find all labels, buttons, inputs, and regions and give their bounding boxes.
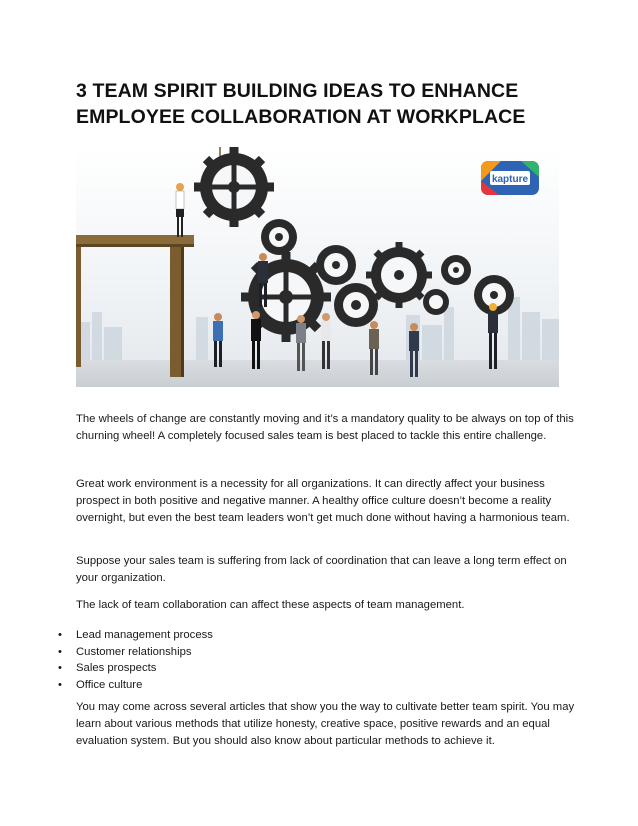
list-item	[58, 677, 213, 694]
list-item	[58, 660, 213, 677]
bullet-text: Office culture	[76, 678, 143, 691]
document-title	[76, 78, 576, 130]
bullet-text: Customer relationships	[76, 645, 192, 658]
paragraph-3: Suppose your sales team is suffering from lack of coordination that can leave a long term effect on your organization.	[76, 555, 567, 584]
paragraph-1: The wheels of change are constantly moving and it’s a mandatory quality to be always on top of this churning wheel! A completely focused sales team is best placed to tackle this entire challenge.	[76, 413, 574, 442]
bullet-icon: •	[58, 662, 62, 674]
closing-paragraph: You may come across several articles that show you the way to cultivate better team spirit. You may learn about various methods that utilize honesty, creative space, positive rewards and an equal evaluation system. But you should also know about particular methods to achieve it.	[76, 701, 575, 747]
bullet-icon: •	[58, 678, 62, 691]
bullet-text: Lead management process	[76, 629, 213, 641]
bullet-icon: •	[58, 645, 62, 658]
paragraph-2: Great work environment is a necessity for all organizations. It can directly affect your business prospect in both positive and negative manner. A healthy office culture doesn’t become a reality overnight, but even the best team leaders won’t get much done without having a harmonious team.	[76, 478, 570, 524]
bullet-text: Sales prospects	[76, 662, 157, 674]
list-item	[58, 644, 213, 661]
list-item	[58, 627, 213, 644]
bullet-list	[58, 627, 213, 693]
logo-text: kapture	[491, 174, 529, 185]
title-line-2: EMPLOYEE COLLABORATION AT WORKPLACE	[76, 106, 526, 128]
title-line-1: 3 TEAM SPIRIT BUILDING IDEAS TO ENHANCE	[76, 80, 519, 102]
hero-image	[76, 147, 559, 387]
kapture-logo	[481, 161, 539, 195]
paragraph-4: The lack of team collaboration can affect these aspects of team management.	[76, 599, 465, 611]
bullet-icon: •	[58, 629, 62, 641]
